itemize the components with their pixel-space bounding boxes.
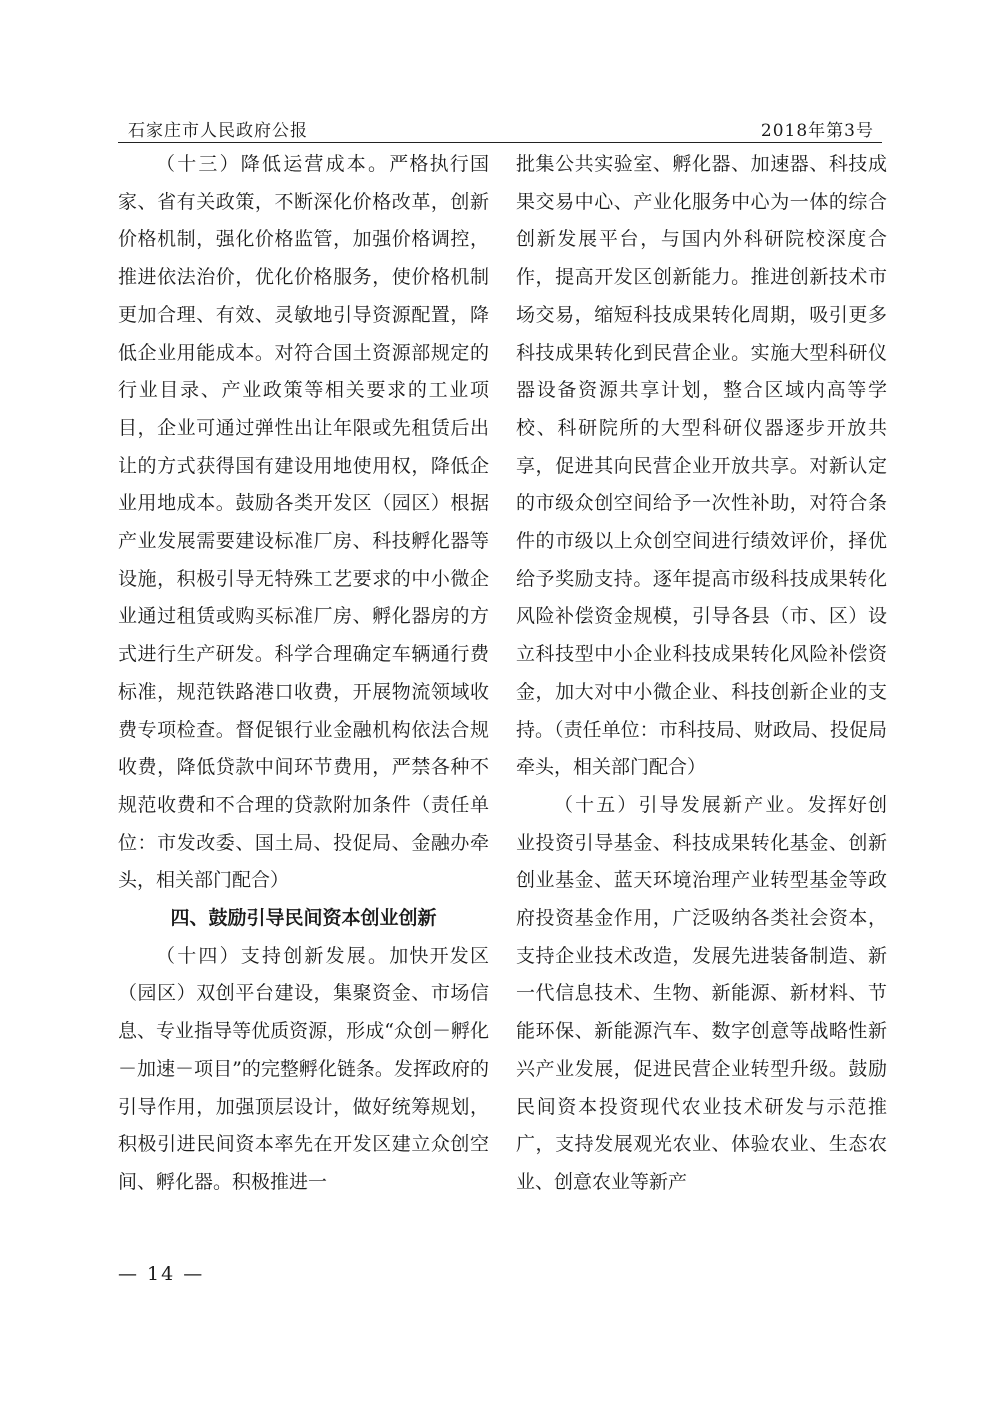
- paragraph-13-body: 严格执行国家、省有关政策，不断深化价格改革，创新价格机制，强化价格监管，加强价格调控，推进依法治价，优化价格服务，使价格机制更加合理、有效、灵敏地引导资源配置，降低企业用能成本。对符合国土资源部规定的行业目录、产业政策等相关要求的工业项目，企业可通过弹性出让年限或先租赁后出让的方式获得国有建设用地使用权，降低企业用地成本。鼓励各类开发区（园区）根据产业发展需要建设标准厂房、科技孵化器等设施，积极引导无特殊工艺要求的中小微企业通过租赁或购买标准厂房、孵化器房的方式进行生产研发。科学合理确定车辆通行费标准，规范铁路港口收费，开展物流领域收费专项检查。督促银行业金融机构依法合规收费，降低贷款中间环节费用，严禁各种不规范收费和不合理的贷款附加条件（责任单位：市发改委、国土局、投促局、金融办牵头，相关部门配合）: [118, 153, 489, 892]
- paragraph-14: [118, 938, 489, 1202]
- left-column: [118, 146, 489, 1202]
- paragraph-15-lead: （十五）引导发展新产业。: [554, 793, 808, 816]
- paragraph-13: [118, 146, 489, 900]
- paragraph-14-body: 加快开发区（园区）双创平台建设，集聚资金、市场信息、专业指导等优质资源，形成“众创－孵化－加速－项目”的完整孵化链条。发挥政府的引导作用，加强顶层设计，做好统筹规划，积极引进民间资本率先在开发区建立众创空间、孵化器。积极推进一: [118, 944, 489, 1193]
- page-header: [118, 112, 882, 143]
- issue-number: 2018年第3号: [760, 121, 874, 141]
- paragraph-13-lead: （十三）降低运营成本。: [156, 153, 390, 175]
- section-heading: 四、鼓励引导民间资本创业创新: [170, 907, 437, 930]
- publication-title: 石家庄市人民政府公报: [128, 121, 308, 141]
- right-column: [516, 146, 887, 1202]
- paragraph-15: [516, 787, 887, 1202]
- page-number: — 14 —: [118, 1263, 205, 1285]
- paragraph-14-lead: （十四）支持创新发展。: [156, 944, 390, 967]
- paragraph-15-body: 发挥好创业投资引导基金、科技成果转化基金、创新创业基金、蓝天环境治理产业转型基金等政府投资基金作用，广泛吸纳各类社会资本，支持企业技术改造，发展先进装备制造、新一代信息技术、生物、新能源、新材料、节能环保、新能源汽车、数字创意等战略性新兴产业发展，促进民营企业转型升级。鼓励民间资本投资现代农业技术研发与示范推广，支持发展观光农业、体验农业、生态农业、创意农业等新产: [516, 793, 887, 1193]
- paragraph-14-continued: 批集公共实验室、孵化器、加速器、科技成果交易中心、产业化服务中心为一体的综合创新发展平台，与国内外科研院校深度合作，提高开发区创新能力。推进创新技术市场交易，缩短科技成果转化周期，吸引更多科技成果转化到民营企业。实施大型科研仪器设备资源共享计划，整合区域内高等学校、科研院所的大型科研仪器逐步开放共享，促进其向民营企业开放共享。对新认定的市级众创空间给予一次性补助，对符合条件的市级以上众创空间进行绩效评价，择优给予奖励支持。逐年提高市级科技成果转化风险补偿资金规模，引导各县（市、区）设立科技型中小企业科技成果转化风险补偿资金，加大对中小微企业、科技创新企业的支持。（责任单位：市科技局、财政局、投促局牵头，相关部门配合）: [516, 153, 887, 779]
